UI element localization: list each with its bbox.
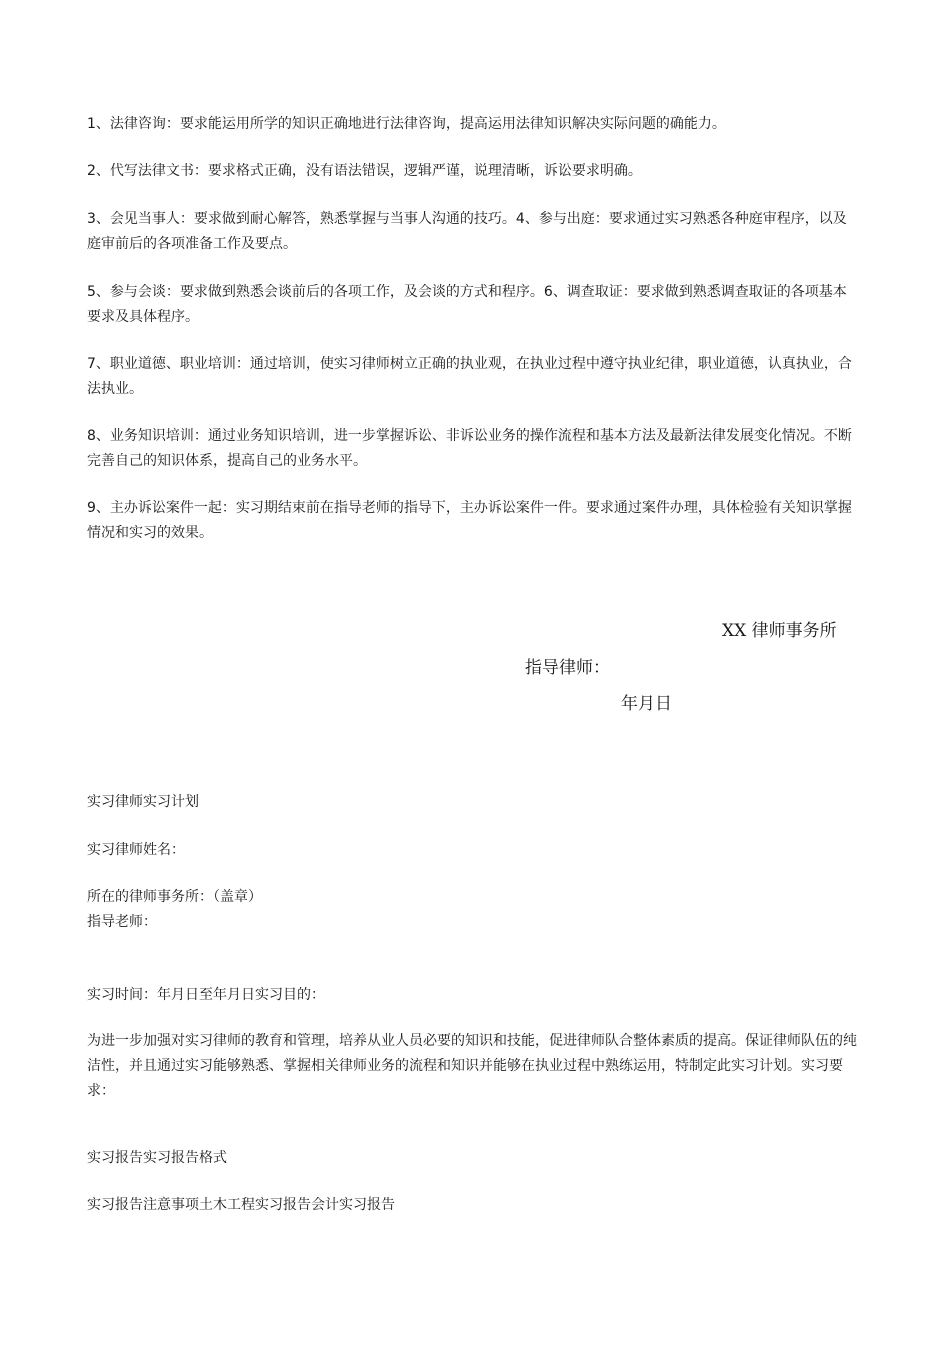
requirement-item-5: 5、参与会谈：要求做到熟悉会谈前后的各项工作，及会谈的方式和程序。6、调查取证：要求做到熟悉调查取证的各项基本要求及具体程序。 — [87, 284, 847, 325]
signature-date: 年月日 — [621, 694, 672, 714]
requirement-item-9: 9、主办诉讼案件一起：实习期结束前在指导老师的指导下，主办诉讼案件一件。要求通过案件办理，具体检验有关知识掌握情况和实习的效果。 — [87, 500, 852, 541]
supervising-lawyer-label: 指导律师： — [525, 658, 610, 678]
law-firm-signature: XX 律师事务所 — [722, 621, 837, 641]
internship-period-field: 实习时间：年月日至年月日实习目的： — [87, 987, 325, 1003]
trainee-name-field: 实习律师姓名： — [87, 842, 185, 858]
plan-title: 实习律师实习计划 — [87, 794, 199, 810]
related-links-line-1: 实习报告实习报告格式 — [87, 1150, 227, 1166]
requirement-item-2: 2、代写法律文书：要求格式正确，没有语法错误，逻辑严谨，说理清晰，诉讼要求明确。 — [87, 163, 642, 179]
requirement-item-1: 1、法律咨询：要求能运用所学的知识正确地进行法律咨询，提高运用法律知识解决实际问题的确能力。 — [87, 116, 726, 132]
requirement-item-8: 8、业务知识培训：通过业务知识培训，进一步掌握诉讼、非诉讼业务的操作流程和基本方法及最新法律发展变化情况。不断完善自己的知识体系，提高自己的业务水平。 — [87, 428, 852, 469]
related-links-line-2: 实习报告注意事项土木工程实习报告会计实习报告 — [87, 1197, 395, 1213]
requirement-item-3: 3、会见当事人：要求做到耐心解答，熟悉掌握与当事人沟通的技巧。4、参与出庭：要求通过实习熟悉各种庭审程序，以及庭审前后的各项准备工作及要点。 — [87, 211, 847, 252]
internship-purpose: 为进一步加强对实习律师的教育和管理，培养从业人员必要的知识和技能，促进律师队合整体素质的提高。保证律师队伍的纯洁性，并且通过实习能够熟悉、掌握相关律师业务的流程和知识并能够在执业过程中熟练运用，特制定此实习计划。实习要求： — [87, 1033, 857, 1099]
requirement-item-7: 7、职业道德、职业培训：通过培训，使实习律师树立正确的执业观，在执业过程中遵守执业纪律，职业道德，认真执业，合法执业。 — [87, 356, 852, 397]
law-office-field: 所在的律师事务所：（盖章）指导老师： — [87, 889, 262, 930]
